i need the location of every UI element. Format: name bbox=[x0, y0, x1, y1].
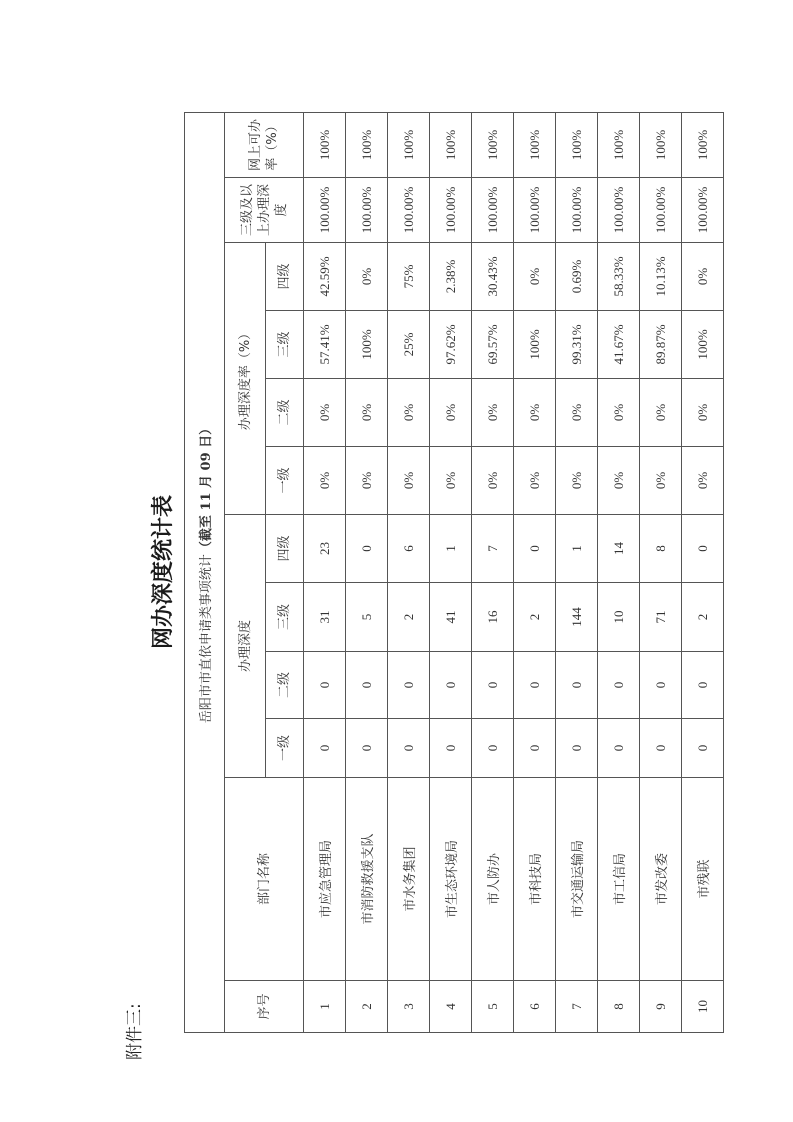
header-rate-level4: 四级 bbox=[266, 243, 304, 311]
cell-count-level3: 10 bbox=[598, 583, 640, 652]
table-row bbox=[472, 112, 514, 1032]
table-row bbox=[304, 112, 346, 1032]
cell-rate-level3: 99.31% bbox=[556, 311, 598, 379]
cell-rate-level2: 0% bbox=[598, 379, 640, 447]
cell-rate-level1: 0% bbox=[514, 447, 556, 515]
cell-index: 10 bbox=[682, 981, 724, 1033]
cell-count-level2: 0 bbox=[388, 652, 430, 719]
cell-index: 5 bbox=[472, 981, 514, 1033]
cell-rate-level1: 0% bbox=[682, 447, 724, 515]
subtitle-text: 岳阳市市直依申请类事项统计 bbox=[199, 554, 214, 724]
cell-index: 1 bbox=[304, 981, 346, 1033]
cell-count-level3: 5 bbox=[346, 583, 388, 652]
header-rate-level3: 三级 bbox=[266, 311, 304, 379]
table-row bbox=[388, 112, 430, 1032]
cell-count-level2: 0 bbox=[640, 652, 682, 719]
page-title: 网办深度统计表 bbox=[150, 495, 176, 650]
cell-count-level2: 0 bbox=[556, 652, 598, 719]
header-department: 部门名称 bbox=[225, 778, 304, 981]
cell-online-rate: 100% bbox=[598, 112, 640, 177]
cell-rate-level2: 0% bbox=[556, 379, 598, 447]
table-row bbox=[682, 112, 724, 1032]
cell-count-level4: 0 bbox=[346, 515, 388, 583]
cell-online-rate: 100% bbox=[514, 112, 556, 177]
table-row bbox=[346, 112, 388, 1032]
cell-online-rate: 100% bbox=[640, 112, 682, 177]
cell-rate-level3: 25% bbox=[388, 311, 430, 379]
header-count-level1: 一级 bbox=[266, 719, 304, 778]
cell-online-rate: 100% bbox=[346, 112, 388, 177]
cell-count-level1: 0 bbox=[472, 719, 514, 778]
cell-count-level4: 8 bbox=[640, 515, 682, 583]
cell-department: 市工信局 bbox=[598, 778, 640, 981]
cell-rate-level4: 42.59% bbox=[304, 243, 346, 311]
cell-rate-level3: 97.62% bbox=[430, 311, 472, 379]
cell-rate-level3: 57.41% bbox=[304, 311, 346, 379]
cell-level3-above: 100.00% bbox=[640, 178, 682, 243]
cell-count-level3: 144 bbox=[556, 583, 598, 652]
header-online-rate: 网上可办率（%） bbox=[225, 112, 304, 177]
cell-count-level3: 2 bbox=[388, 583, 430, 652]
cell-index: 4 bbox=[430, 981, 472, 1033]
cell-count-level4: 7 bbox=[472, 515, 514, 583]
cell-count-level2: 0 bbox=[430, 652, 472, 719]
cell-count-level1: 0 bbox=[598, 719, 640, 778]
header-index: 序号 bbox=[225, 981, 304, 1033]
cell-count-level3: 16 bbox=[472, 583, 514, 652]
cell-department: 市发改委 bbox=[640, 778, 682, 981]
cell-rate-level4: 2.38% bbox=[430, 243, 472, 311]
cell-count-level2: 0 bbox=[598, 652, 640, 719]
cell-online-rate: 100% bbox=[472, 112, 514, 177]
cell-count-level4: 0 bbox=[514, 515, 556, 583]
table-row bbox=[598, 112, 640, 1032]
cell-rate-level1: 0% bbox=[598, 447, 640, 515]
cell-rate-level4: 10.13% bbox=[640, 243, 682, 311]
cell-department: 市人防办 bbox=[472, 778, 514, 981]
cell-index: 7 bbox=[556, 981, 598, 1033]
cell-rate-level2: 0% bbox=[682, 379, 724, 447]
header-level3-above: 三级及以上办理深度 bbox=[225, 178, 304, 243]
header-rate-group: 办理深度率（%） bbox=[225, 243, 266, 515]
cell-level3-above: 100.00% bbox=[388, 178, 430, 243]
cell-rate-level4: 0.69% bbox=[556, 243, 598, 311]
cell-department: 市应急管理局 bbox=[304, 778, 346, 981]
cell-index: 9 bbox=[640, 981, 682, 1033]
cell-rate-level3: 41.67% bbox=[598, 311, 640, 379]
cell-online-rate: 100% bbox=[682, 112, 724, 177]
table-subtitle bbox=[185, 112, 225, 1032]
header-count-level2: 二级 bbox=[266, 652, 304, 719]
cell-count-level1: 0 bbox=[640, 719, 682, 778]
cell-count-level4: 0 bbox=[682, 515, 724, 583]
table-row bbox=[430, 112, 472, 1032]
cell-online-rate: 100% bbox=[388, 112, 430, 177]
cell-count-level1: 0 bbox=[682, 719, 724, 778]
cell-count-level2: 0 bbox=[346, 652, 388, 719]
cell-count-level1: 0 bbox=[388, 719, 430, 778]
cell-rate-level2: 0% bbox=[346, 379, 388, 447]
cell-rate-level3: 100% bbox=[682, 311, 724, 379]
table-row bbox=[514, 112, 556, 1032]
cell-rate-level1: 0% bbox=[640, 447, 682, 515]
cell-department: 市科技局 bbox=[514, 778, 556, 981]
cell-rate-level4: 0% bbox=[682, 243, 724, 311]
cell-count-level1: 0 bbox=[304, 719, 346, 778]
table-row bbox=[556, 112, 598, 1032]
cell-level3-above: 100.00% bbox=[346, 178, 388, 243]
cell-count-level4: 1 bbox=[556, 515, 598, 583]
cell-rate-level1: 0% bbox=[430, 447, 472, 515]
cell-online-rate: 100% bbox=[430, 112, 472, 177]
cell-level3-above: 100.00% bbox=[304, 178, 346, 243]
cell-count-level3: 2 bbox=[514, 583, 556, 652]
cell-count-level3: 41 bbox=[430, 583, 472, 652]
cell-count-level3: 2 bbox=[682, 583, 724, 652]
cell-rate-level1: 0% bbox=[388, 447, 430, 515]
cell-rate-level2: 0% bbox=[514, 379, 556, 447]
cell-department: 市交通运输局 bbox=[556, 778, 598, 981]
header-depth-group: 办理深度 bbox=[225, 515, 266, 778]
table-row bbox=[640, 112, 682, 1032]
cell-count-level2: 0 bbox=[682, 652, 724, 719]
depth-statistics-table bbox=[184, 112, 724, 1033]
attachment-label: 附件三: bbox=[125, 1003, 145, 1060]
cell-level3-above: 100.00% bbox=[598, 178, 640, 243]
cell-count-level4: 6 bbox=[388, 515, 430, 583]
subtitle-date: （截至 11 月 09 日） bbox=[199, 421, 214, 555]
cell-rate-level1: 0% bbox=[304, 447, 346, 515]
cell-department: 市残联 bbox=[682, 778, 724, 981]
cell-index: 8 bbox=[598, 981, 640, 1033]
cell-rate-level2: 0% bbox=[640, 379, 682, 447]
cell-rate-level1: 0% bbox=[346, 447, 388, 515]
cell-index: 6 bbox=[514, 981, 556, 1033]
cell-count-level1: 0 bbox=[514, 719, 556, 778]
cell-department: 市消防救援支队 bbox=[346, 778, 388, 981]
cell-online-rate: 100% bbox=[556, 112, 598, 177]
cell-count-level3: 31 bbox=[304, 583, 346, 652]
cell-rate-level4: 0% bbox=[514, 243, 556, 311]
cell-department: 市生态环境局 bbox=[430, 778, 472, 981]
cell-count-level2: 0 bbox=[304, 652, 346, 719]
cell-level3-above: 100.00% bbox=[472, 178, 514, 243]
cell-count-level4: 1 bbox=[430, 515, 472, 583]
cell-index: 3 bbox=[388, 981, 430, 1033]
cell-rate-level2: 0% bbox=[472, 379, 514, 447]
cell-count-level1: 0 bbox=[556, 719, 598, 778]
cell-rate-level1: 0% bbox=[556, 447, 598, 515]
cell-department: 市水务集团 bbox=[388, 778, 430, 981]
cell-count-level4: 23 bbox=[304, 515, 346, 583]
header-count-level3: 三级 bbox=[266, 583, 304, 652]
cell-online-rate: 100% bbox=[304, 112, 346, 177]
cell-rate-level3: 100% bbox=[346, 311, 388, 379]
cell-rate-level2: 0% bbox=[304, 379, 346, 447]
cell-count-level3: 71 bbox=[640, 583, 682, 652]
cell-rate-level1: 0% bbox=[472, 447, 514, 515]
cell-rate-level4: 0% bbox=[346, 243, 388, 311]
cell-level3-above: 100.00% bbox=[514, 178, 556, 243]
cell-rate-level3: 89.87% bbox=[640, 311, 682, 379]
cell-level3-above: 100.00% bbox=[430, 178, 472, 243]
cell-count-level4: 14 bbox=[598, 515, 640, 583]
cell-count-level1: 0 bbox=[346, 719, 388, 778]
cell-rate-level3: 100% bbox=[514, 311, 556, 379]
header-rate-level1: 一级 bbox=[266, 447, 304, 515]
cell-count-level2: 0 bbox=[472, 652, 514, 719]
cell-rate-level4: 30.43% bbox=[472, 243, 514, 311]
cell-count-level1: 0 bbox=[430, 719, 472, 778]
cell-level3-above: 100.00% bbox=[682, 178, 724, 243]
cell-rate-level2: 0% bbox=[430, 379, 472, 447]
cell-rate-level3: 69.57% bbox=[472, 311, 514, 379]
cell-index: 2 bbox=[346, 981, 388, 1033]
cell-level3-above: 100.00% bbox=[556, 178, 598, 243]
header-rate-level2: 二级 bbox=[266, 379, 304, 447]
cell-rate-level4: 58.33% bbox=[598, 243, 640, 311]
cell-count-level2: 0 bbox=[514, 652, 556, 719]
cell-rate-level4: 75% bbox=[388, 243, 430, 311]
header-count-level4: 四级 bbox=[266, 515, 304, 583]
cell-rate-level2: 0% bbox=[388, 379, 430, 447]
